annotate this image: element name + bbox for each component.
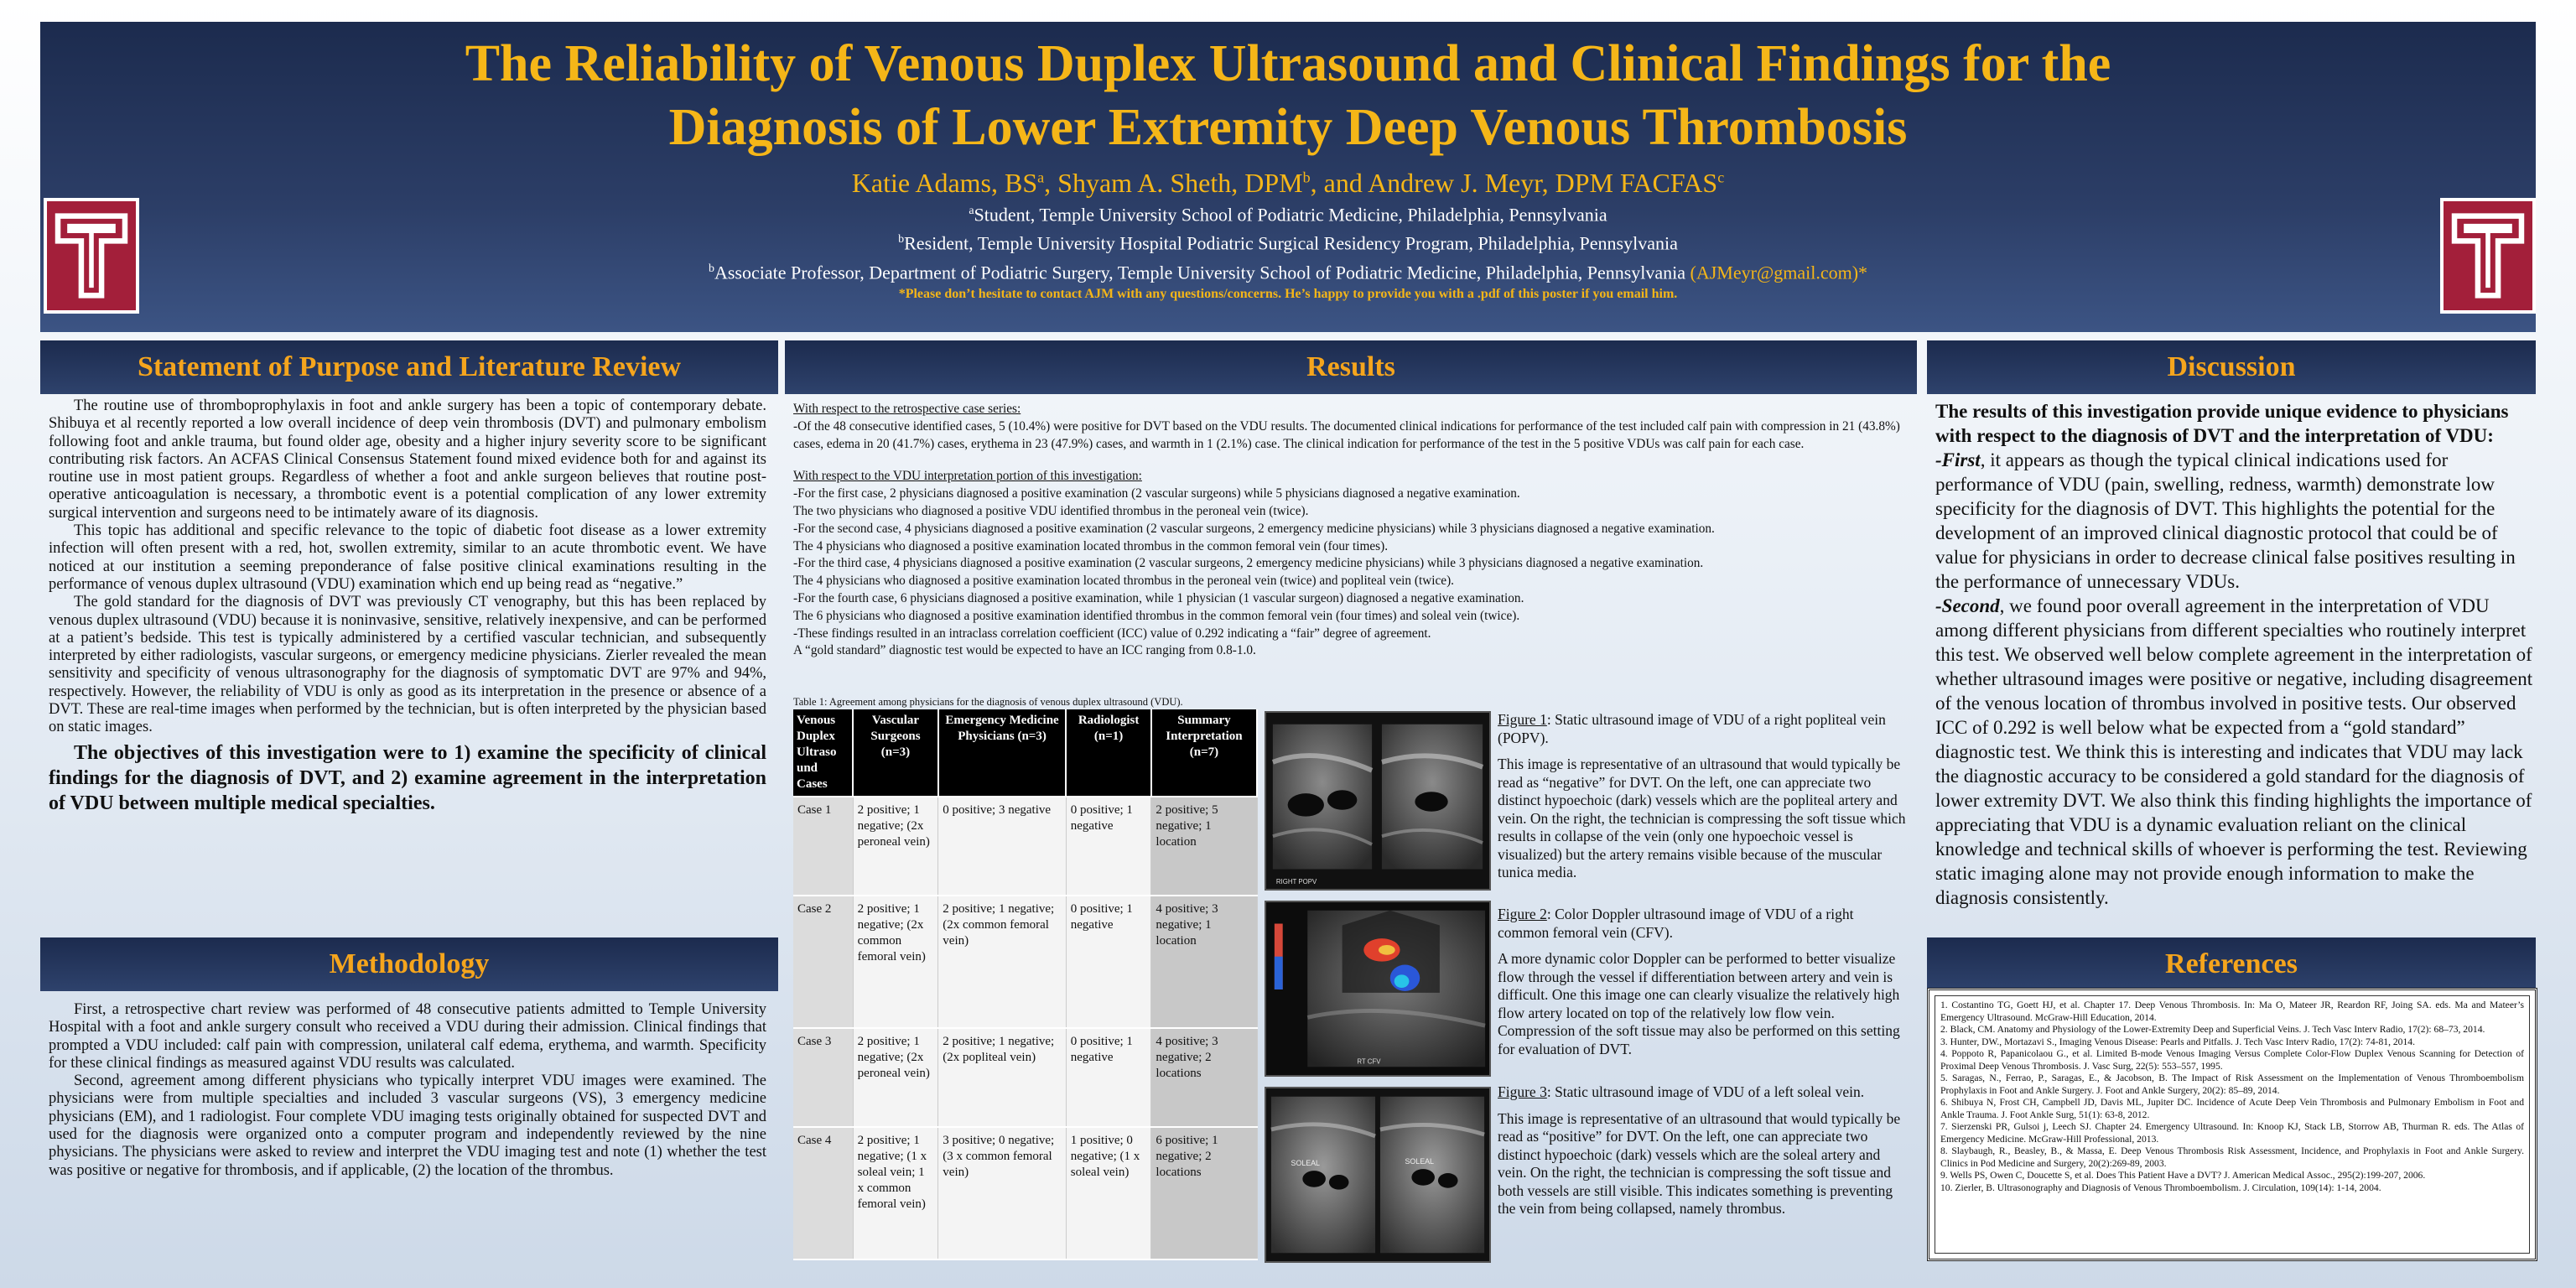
results-series-text: -Of the 48 consecutive identified cases, 5 (10.4%) were positive for DVT based on the VDU results. The documented clinical indications for performance of the test included calf pain with compression in 21 (43.8%) cases, edema in 20 (41.7%) cases, erythema in 23 (47.9%) cases, and warmth in 1 (2.1%) case. The clinical indication for performance of the test in the 5 positive VDUs was calf pain for each case.	[793, 418, 1900, 451]
table-row	[793, 1127, 1257, 1259]
temple-t-logo-left	[44, 198, 139, 314]
table-cell: 0 positive; 1 negative	[1066, 1028, 1151, 1127]
table-cell: 6 positive; 1 negative; 2 locations	[1151, 1127, 1257, 1259]
purpose-text	[49, 397, 766, 816]
poster-title	[40, 22, 2536, 159]
table-cell: 2 positive; 1 negative; (2x popliteal vein)	[938, 1028, 1066, 1127]
figure-3-image	[1265, 1087, 1491, 1263]
figure-1-caption	[1498, 711, 1909, 882]
purpose-paragraph-3: The gold standard for the diagnosis of DVT was previously CT venography, but this has been replaced by venous duplex ultrasound (VDU) because it is noninvasive, sensitive, relatively inexpensive, and can be performed at a patient’s bedside. This test is typically administered by a certified vascular technician, and subsequently interpreted by either radiologists, vascular surgeons, or emergency medicine physicians. Zierler revealed the mean sensitivity and specificity of venous ultrasonography for the diagnosis of symptomatic DVT are 97% and 94%, respectively. However, the reliability of VDU is only as good as its interpretation in the presence or absence of a DVT. These are real-time images when performed by the technician, but is often interpreted by the physician based on static images.	[49, 594, 766, 736]
table-cell: 3 positive; 0 negative; (3 x common femoral vein)	[938, 1127, 1066, 1259]
contact-email[interactable]: (AJMeyr@gmail.com)*	[1690, 261, 1868, 283]
table-cell: 2 positive; 1 negative; (2x peroneal vein)	[853, 1028, 938, 1127]
author-1-sup: a	[1037, 169, 1045, 186]
figure-2-caption-text: : Color Doppler ultrasound image of VDU of a right common femoral vein (CFV).	[1498, 906, 1854, 941]
discussion-text	[1935, 399, 2536, 910]
table-cell: 1 positive; 0 negative; (1 x soleal vein)	[1066, 1127, 1151, 1259]
methodology-paragraph-1: First, a retrospective chart review was performed of 48 consecutive patients admitted to Temple University Hospital with a foot and ankle surgery consult who received a VDU during their admission. Clinical findings that prompted a VDU included: calf pain with compression, unilateral calf edema, erythema, and warmth. Specificity for these clinical findings as measured against VDU results was calculated.	[49, 1001, 766, 1072]
affil-a-sup: a	[969, 205, 974, 217]
figure-1-image	[1265, 711, 1491, 891]
results-text	[793, 401, 1909, 660]
table-row	[793, 1028, 1257, 1127]
figure-2-image	[1265, 901, 1491, 1077]
reference-item: 7. Sierzenski PR, Gulsoi j, Leech SJ. Chapter 24. Emergency Ultrasound. In: Knoop KJ, Stack LB, Storrow AB, Thurman R. eds. The Atlas of Emergency Medicine. McGraw-Hill Professional, 2013.	[1940, 1121, 2524, 1145]
affil-b-sup: b	[898, 233, 905, 247]
purpose-heading: Statement of Purpose and Literature Review	[40, 340, 778, 394]
author-2: , Shyam A. Sheth, DPM	[1044, 168, 1303, 198]
temple-t-icon	[47, 201, 136, 310]
temple-t-logo-right	[2440, 198, 2536, 314]
table-header-cell: Radiologist (n=1)	[1066, 709, 1151, 797]
results-line: -For the first case, 2 physicians diagnosed a positive examination (2 vascular surgeons) while 5 physicians diagnosed a negative examination.	[793, 486, 1520, 501]
ultrasound-popliteal-image	[1266, 713, 1489, 889]
results-line: -For the third case, 4 physicians diagnosed a positive examination (2 vascular surgeons, 2 emergency medicine physicians) while 3 physicians diagnosed a negative examination.	[793, 556, 1704, 571]
reference-item: 6. Shibuya N, Frost CH, Campbell JD, Davis ML, Jupiter DC. Incidence of Acute Deep Vein Thrombosis and Pulmonary Embolism in Foot and Ankle Trauma. J. Foot Ankle Surg, 51(1): 63-8, 2012.	[1940, 1097, 2524, 1120]
affil-c-text: Associate Professor, Department of Podiatric Surgery, Temple University School of Podiatric Medicine, Philadelphia, Pennsylvania	[714, 261, 1686, 283]
purpose-paragraph-2: This topic has additional and specific relevance to the topic of diabetic foot disease as a lower extremity infection will often present with a red, hot, swollen extremity, similar to an acute thrombotic event. We have noticed at our institution a seeming preponderance of false positive clinical examinations resulting in the performance of venous duplex ultrasound (VDU) examination which end up being read as “negative.”	[49, 522, 766, 593]
reference-item: 2. Black, CM. Anatomy and Physiology of the Lower-Extremity Deep and Superficial Veins. J. Tech Vasc Interv Radio, 17(2): 68–73, 2014.	[1940, 1024, 2485, 1035]
table-cell: 0 positive; 1 negative	[1066, 797, 1151, 896]
author-3: , and Andrew J. Meyr, DPM FACFAS	[1310, 168, 1718, 198]
results-line: The 4 physicians who diagnosed a positive examination located thrombus in the common femoral vein (four times).	[793, 538, 1389, 553]
table-cell: Case 2	[793, 896, 853, 1028]
figure-3-caption-text: : Static ultrasound image of VDU of a left soleal vein.	[1546, 1083, 1865, 1100]
discussion-heading: Discussion	[1927, 340, 2536, 394]
affil-c-sup: b	[708, 262, 714, 275]
discussion-lead: The results of this investigation provide unique evidence to physicians with respect to the diagnosis of DVT and the interpretation of VDU:	[1935, 401, 2509, 446]
table-cell: Case 3	[793, 1028, 853, 1127]
references-list	[1935, 995, 2530, 1254]
reference-item: 9. Wells PS, Owen C, Doucette S, et al. Does This Patient Have a DVT? J. American Medical Assoc., 295(2):199-207, 2006.	[1940, 1170, 2426, 1181]
title-line-1: The Reliability of Venous Duplex Ultrasound and Clinical Findings for the	[465, 35, 2111, 92]
affiliation-b	[40, 227, 2536, 256]
table-cell: 2 positive; 1 negative; (2x peroneal vein)	[853, 797, 938, 896]
methodology-paragraph-2: Second, agreement among different physicians who typically interpret VDU images were examined. The physicians were from multiple specialties and included 3 vascular surgeons (VS), 3 emergency medicine physicians (EM), and 1 radiologist. Four complete VDU imaging tests originally obtained for suspected DVT and used for the diagnosis were organized onto a computer program and independently reviewed by the nine physicians. The physicians were asked to review and interpret the VDU imaging test and note (1) whether the test was positive or negative for thrombosis, and if applicable, (2) the location of the thrombus.	[49, 1072, 766, 1179]
table-cell: 2 positive; 1 negative; (2x common femoral vein)	[938, 896, 1066, 1028]
doppler-cfv-image	[1266, 902, 1489, 1075]
results-line: -These findings resulted in an intraclass correlation coefficient (ICC) value of 0.292 indicating a “fair” degree of agreement.	[793, 626, 1431, 641]
results-series-title: With respect to the retrospective case series:	[793, 402, 1021, 416]
table-cell: Case 1	[793, 797, 853, 896]
objective-statement: The objectives of this investigation were to 1) examine the specificity of clinical findings for the diagnosis of DVT, and 2) examine agreement in the interpretation of VDU between multiple medical specialties.	[49, 741, 766, 814]
figure-2-label: Figure 2	[1498, 906, 1547, 922]
references-box	[1927, 988, 2537, 1261]
results-line: -For the second case, 4 physicians diagnosed a positive examination (2 vascular surgeons, 2 emergency medicine physicians) while 3 physicians diagnosed a negative examination.	[793, 521, 1715, 536]
fig3-image-label-left: SOLEAL	[1291, 1159, 1320, 1168]
contact-note: *Please don’t hesitate to contact AJM with any questions/concerns. He’s happy to provide you with a .pdf of this poster if you email him.	[898, 286, 1678, 301]
table-cell: 4 positive; 3 negative; 2 locations	[1151, 1028, 1257, 1127]
table-cell: 2 positive; 1 negative; (2x common femoral vein)	[853, 896, 938, 1028]
fig1-image-label: RIGHT POPV	[1275, 878, 1317, 886]
spacer	[793, 453, 1909, 468]
reference-item: 10. Zierler, B. Ultrasonography and Diagnosis of Venous Thromboembolism. J. Circulation, 109(14): 1-14, 2004.	[1940, 1182, 2381, 1193]
table-cell: 4 positive; 3 negative; 1 location	[1151, 896, 1257, 1028]
results-line: -For the fourth case, 6 physicians diagnosed a positive examination, while 1 physician (1 vascular surgeon) diagnosed a negative examination.	[793, 590, 1524, 605]
purpose-paragraph-1: The routine use of thromboprophylaxis in foot and ankle surgery has been a topic of contemporary debate. Shibuya et al recently reported a low overall incidence of deep vein thrombosis (DVT) and pulmonary embolism following foot and ankle trauma, but found older age, obesity and a higher injury severity score to be significant contributing risk factors. An ACFAS Clinical Consensus Statement found mixed evidence both for and against its routine use in most patient groups. Regardless of whether a foot and ankle surgeon believes that routine post-operative anticoagulation is necessary, a thrombotic event is a potential complication of any lower extremity surgical intervention and surgeons need to be intimately aware of its diagnosis.	[49, 397, 766, 522]
fig3-image-label-right: SOLEAL	[1405, 1157, 1434, 1166]
results-line: The 6 physicians who diagnosed a positive examination identified thrombus in the common femoral vein (four times) and soleal vein (twice).	[793, 608, 1520, 623]
results-vdu-title: With respect to the VDU interpretation portion of this investigation:	[793, 469, 1142, 484]
reference-item: 1. Costantino TG, Goett HJ, et al. Chapter 17. Deep Venous Thrombosis. In: Ma O, Mateer JR, Reardon RF, Joing SA. eds. Ma and Mateer’s Emergency Ultrasound. McGraw-Hill Education, 2014.	[1940, 1000, 2524, 1023]
poster-header	[40, 22, 2536, 332]
figure-1-description: This image is representative of an ultrasound that would typically be read as “negative” for DVT. On the left, one can appreciate two distinct hypoechoic (dark) vessels which are the popliteal artery and vein. On the right, the technician is compressing the soft tissue which results in collapse of the vein (only one hypoechoic vessel is visualized) but the artery remains visible because of the muscular tunica media.	[1498, 756, 1906, 880]
results-line: The two physicians who diagnosed a positive VDU identified thrombus in the peroneal vein (twice).	[793, 503, 1309, 518]
results-line: A “gold standard” diagnostic test would be expected to have an ICC ranging from 0.8-1.0.	[793, 643, 1256, 658]
author-2-sup: b	[1302, 169, 1311, 186]
discussion-second	[1935, 594, 2536, 910]
figure-2-caption	[1498, 906, 1909, 1058]
affil-b-text: Resident, Temple University Hospital Podiatric Surgical Residency Program, Philadelphia, Pennsylvania	[904, 232, 1678, 254]
table-header-cell: Venous Duplex Ultraso und Cases	[793, 709, 853, 797]
title-line-2: Diagnosis of Lower Extremity Deep Venous Thrombosis	[668, 99, 1908, 156]
table-caption: Table 1: Agreement among physicians for the diagnosis of venous duplex ultrasound (VDU).	[793, 696, 1183, 708]
reference-item: 5. Saragas, N., Ferrao, P., Saragas, E., & Jacobson, B. The Impact of Risk Assessment on the Implementation of Venous Thromboembolism Prophylaxis in Foot and Ankle Surgery. J. Foot and Ankle Surgery, 20(2): 85–89, 2014.	[1940, 1072, 2524, 1096]
affiliation-c	[40, 257, 2536, 285]
results-line: The 4 physicians who diagnosed a positive examination located thrombus in the peroneal vein (twice) and popliteal vein (twice).	[793, 574, 1454, 589]
table-cell: 2 positive; 1 negative; (1 x soleal vein; 1 x common femoral vein)	[853, 1127, 938, 1259]
methodology-heading: Methodology	[40, 937, 778, 991]
figure-3-description: This image is representative of an ultrasound that would typically be read as “positive” for DVT. On the left, one can appreciate two distinct hypoechoic (dark) vessels which are the soleal artery and vein. On the right, the technician is compressing the soft tissue and both vessels are still visible. This indicates something is preventing the vein from being collapsed, namely thrombus.	[1498, 1109, 1901, 1217]
author-list	[40, 168, 2536, 199]
figure-2-description: A more dynamic color Doppler can be performed to better visualize flow through the vessel if differentiation between artery and vein is difficult. One this image one can clearly visualize the relatively high flow artery located on top of the relatively low flow vein. Compression of the soft tissue may also be performed on this setting for evaluation of DVT.	[1498, 950, 1900, 1057]
discussion-second-label: -Second	[1935, 595, 2000, 616]
reference-item: 4. Poppoto R, Papanicolaou G., et al. Limited B-mode Venous Imaging Versus Complete Color-Flow Duplex Venous Scanning for Detection of Proximal Deep Venous Thrombosis. J. Vasc Surg, 22(5): 553–557, 1995.	[1940, 1048, 2524, 1072]
author-1: Katie Adams, BS	[851, 168, 1038, 198]
table-header-cell: Emergency Medicine Physicians (n=3)	[938, 709, 1066, 797]
reference-item: 3. Hunter, DW., Mortazavi S., Imaging Venous Disease: Pearls and Pitfalls. J. Tech Vasc Interv Radio, 17(2): 74-81, 2014.	[1940, 1036, 2415, 1047]
table-header-cell: Vascular Surgeons (n=3)	[853, 709, 938, 797]
figure-1-caption-text: : Static ultrasound image of VDU of a right popliteal vein (POPV).	[1498, 711, 1886, 746]
fig2-image-label: RT CFV	[1357, 1057, 1381, 1066]
table-header-cell: Summary Interpretation (n=7)	[1151, 709, 1257, 797]
table-cell: 0 positive; 1 negative	[1066, 896, 1151, 1028]
table-row	[793, 896, 1257, 1028]
affil-a-text: Student, Temple University School of Podiatric Medicine, Philadelphia, Pennsylvania	[974, 204, 1607, 226]
references-heading: References	[1927, 937, 2536, 991]
discussion-first	[1935, 448, 2536, 594]
table-cell: 2 positive; 5 negative; 1 location	[1151, 797, 1257, 896]
temple-t-icon	[2444, 201, 2532, 310]
table-cell: 0 positive; 3 negative	[938, 797, 1066, 896]
table-row	[793, 797, 1257, 896]
table-header-row	[793, 709, 1257, 797]
ultrasound-soleal-image	[1266, 1088, 1489, 1261]
affiliation-a	[40, 199, 2536, 227]
discussion-first-label: -First	[1935, 449, 1981, 470]
figure-3-label: Figure 3	[1498, 1083, 1547, 1100]
discussion-first-text: , it appears as though the typical clinical indications used for performance of VDU (pain, swelling, redness, warmth) demonstrate low specificity for the diagnosis of DVT. This highlights the potential for the development of an improved clinical diagnostic protocol that could be of value for physicians in order to decrease clinical false positives resulting in the performance of unnecessary VDUs.	[1935, 449, 2516, 592]
table-cell: Case 4	[793, 1127, 853, 1259]
discussion-second-text: , we found poor overall agreement in the interpretation of VDU among different physicians from different specialties who routinely interpret this test. We observed well below complete agreement in the interpretation of whether ultrasound images were positive or negative, including disagreement of the venous location of thrombus involved in positive tests. Our observed ICC of 0.292 is well below what be expected from a “gold standard” diagnostic test. We think this is interesting and indicates that VDU may lack the diagnostic accuracy to be considered a gold standard for the diagnosis of lower extremity DVT. We also think this finding highlights the importance of appreciating that VDU is a dynamic evaluation reliant on the clinical knowledge and technical skills of whoever is performing the test. Reviewing static imaging alone may not provide enough information to make the diagnosis consistently.	[1935, 595, 2533, 908]
author-3-sup: c	[1717, 169, 1725, 186]
reference-item: 8. Slaybaugh, R., Beasley, B., & Massa, E. Deep Venous Thrombosis Risk Assessment, Incidence, and Prophylaxis in Foot and Ankle Surgery. Clinics in Pod Medicine and Surgery, 20(2):269-89, 2003.	[1940, 1145, 2524, 1169]
figure-3-caption	[1498, 1083, 1909, 1218]
figure-1-label: Figure 1	[1498, 711, 1547, 728]
methodology-text	[49, 1001, 766, 1180]
agreement-table	[793, 709, 1258, 1260]
results-heading: Results	[785, 340, 1917, 394]
